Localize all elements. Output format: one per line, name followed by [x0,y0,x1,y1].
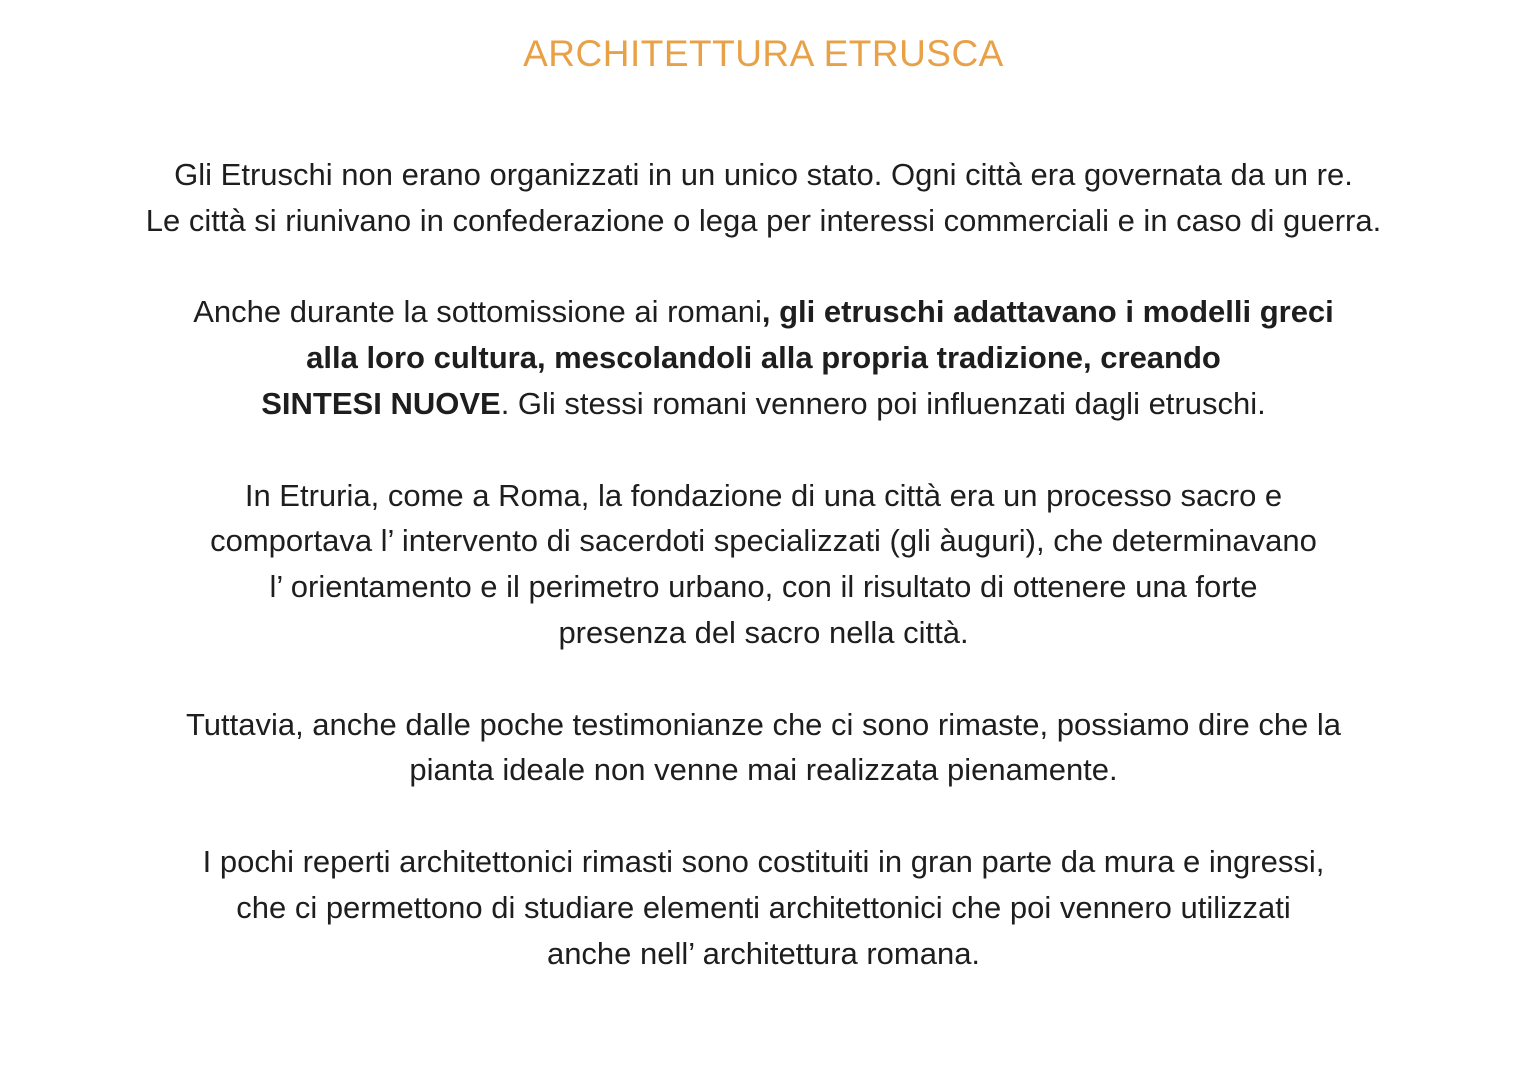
text-line: Tuttavia, anche dalle poche testimonianze che ci sono rimaste, possiamo dire che la [185,706,1342,742]
text-line: presenza del sacro nella città. [558,614,969,650]
text-line: I pochi reperti architettonici rimasti sono costituiti in gran parte da mura e ingressi, [202,843,1325,879]
text-normal: . Gli stessi romani vennero poi influenzati dagli etruschi. [500,385,1266,421]
text-line [40,381,1487,427]
text-line: l’ orientamento e il perimetro urbano, con il risultato di ottenere una forte [269,569,1258,605]
text-bold: , gli etruschi adattavano i modelli greci [761,294,1334,330]
text-line: pianta ideale non venne mai realizzata pienamente. [409,752,1118,788]
text-line: Gli Etruschi non erano organizzati in un unico stato. Ogni città era governata da un re. [174,157,1353,192]
text-line [40,289,1487,335]
paragraph-organization [40,152,1487,244]
paragraph-ideal-plan [40,702,1487,794]
text-line: Le città si riunivano in confederazione o lega per interessi commerciali e in caso di guerra. [145,202,1382,238]
text-line [40,335,1487,381]
text-bold: SINTESI NUOVE [261,385,501,421]
text-line: che ci permettono di studiare elementi architettonici che poi vennero utilizzati [236,889,1291,925]
paragraph-findings [40,839,1487,976]
text-normal: Anche durante la sottomissione ai romani [193,294,762,330]
paragraph-city-foundation [40,473,1487,656]
page-title: ARCHITETTURA ETRUSCA [523,33,1004,74]
paragraph-greek-models [40,289,1487,426]
text-bold: alla loro cultura, mescolandoli alla propria tradizione, creando [306,340,1221,376]
text-line: In Etruria, come a Roma, la fondazione di una città era un processo sacro e [244,477,1283,513]
text-line: anche nell’ architettura romana. [546,935,981,971]
document-body [40,152,1487,1022]
text-line: comportava l’ intervento di sacerdoti specializzati (gli àuguri), che determinavano [210,523,1317,559]
